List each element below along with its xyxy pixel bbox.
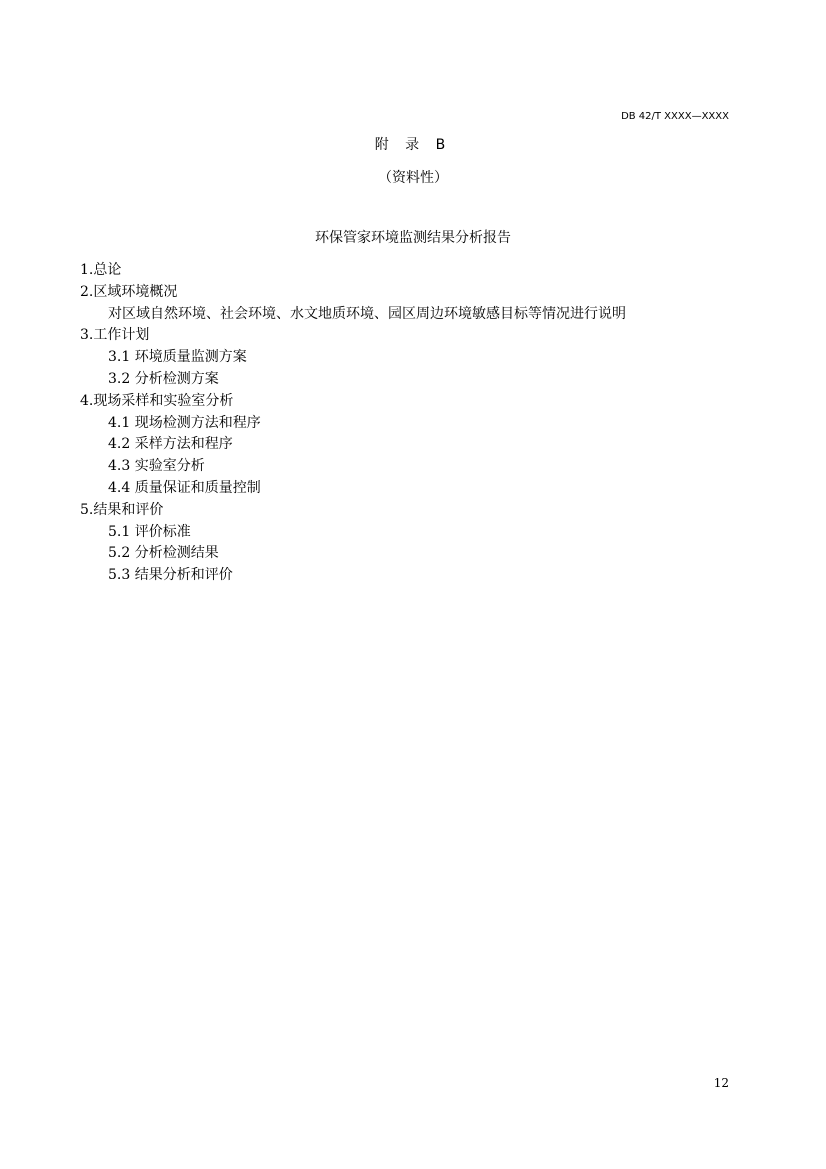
page-number: 12 <box>713 1076 729 1090</box>
outline-item-1: 1.总论 <box>80 262 122 278</box>
appendix-type: （资料性） <box>378 170 448 186</box>
outline-item-4-4: 4.4 质量保证和质量控制 <box>108 479 261 496</box>
outline-item-5-1: 5.1 评价标准 <box>108 523 191 540</box>
outline-item-5-3: 5.3 结果分析和评价 <box>108 567 233 584</box>
outline-item-4-1: 4.1 现场检测方法和程序 <box>108 414 261 431</box>
outline-item-3-1: 3.1 环境质量监测方案 <box>108 349 247 366</box>
report-title: 环保管家环境监测结果分析报告 <box>315 230 511 246</box>
outline-description-2: 对区域自然环境、社会环境、水文地质环境、园区周边环境敏感目标等情况进行说明 <box>108 305 626 322</box>
outline-item-3-2: 3.2 分析检测方案 <box>108 370 219 387</box>
outline-item-4-3: 4.3 实验室分析 <box>108 458 205 475</box>
outline-item-2: 2.区域环境概况 <box>80 283 178 300</box>
outline-item-4: 4.现场采样和实验室分析 <box>80 392 234 409</box>
outline-item-4-2: 4.2 采样方法和程序 <box>108 436 233 453</box>
outline-item-5-2: 5.2 分析检测结果 <box>108 545 219 562</box>
outline-item-5: 5.结果和评价 <box>80 501 164 518</box>
document-code: DB 42/T XXXX—XXXX <box>621 111 729 122</box>
outline-item-3: 3.工作计划 <box>80 327 150 344</box>
report-outline <box>80 260 760 587</box>
appendix-title: 附 录 B <box>374 137 452 153</box>
